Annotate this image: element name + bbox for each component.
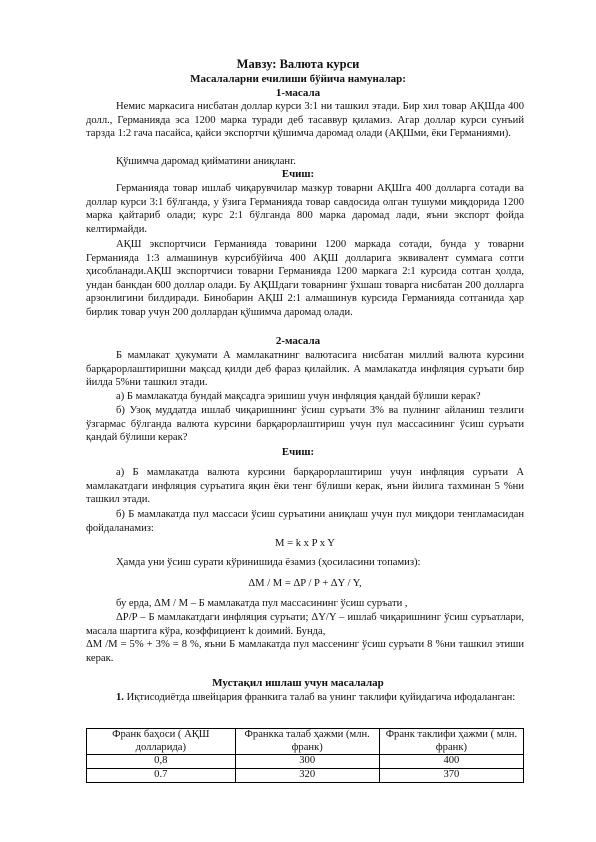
page-title: Мавзу: Валюта курси [236,57,360,71]
problem2-growth-text: Ҳамда уни ўсиш сурати кўринишида ёзамиз (ҳосиласини топамиз): [116,557,421,568]
problem2-answer-b: б) Б мамлакатда пул массаси ўсиш суръатини аниқлаш учун пул миқдори тенгламасидан фойдаланамиз: [86,509,524,534]
table-cell: 0.7 [87,769,236,783]
independent-task-1 [86,691,524,705]
formula-money-equation: M = k x P x Y [275,538,335,549]
problem2-statement: Б мамлакат ҳукумати А мамлакатнинг валютасига нисбатан миллий валюта курсини барқарорлаштиришни мақсад қилди деб фараз қилайлик. А мамлакатда инфляция суръати бир йилда 5%ни ташкил этади. [86,350,524,389]
formula-growth-rate: ΔM / M = ΔP / P + ΔY / Y, [248,578,362,589]
page-subtitle: Масалаларни ечилиши бўйича намуналар: [190,73,406,85]
problem2-question-b: б) Узоқ муддатда ишлаб чиқаришнинг ўсиш суръати 3% ва пулнинг айланиш тезлиги ўзгармас бўлганда валюта курсини барқарорлаштириш учун пул массасининг ўсиш суръати қандай бўлиши керак? [86,405,524,444]
problem2-answer-a: а) Б мамлакатда валюта курсини барқарорлаштириш учун инфляция суръати А мамлакатдаги инфляция суръатига яқин ёки тенг бўлиши керак, яъни йилига тахминан 5 %ни ташкил этади. [86,467,524,506]
header-franc-price: Франк баҳоси ( АҚШ долларида) [87,729,236,755]
table-cell: 0,8 [87,755,236,769]
table-row [87,769,524,783]
table-header-row [87,729,524,755]
problem1-question: Қўшимча даромад қийматини аниқланг. [116,156,296,167]
problem1-solution-part2: АҚШ экспортчиси Германияда товарини 1200 маркада сотади, бунда у товарни Германияда 1:3 алмашинув курсибўйича 400 АҚШ долларига эквивалент суммага сотги ҳисобланади.АҚШ экспортчиси товарни Германияда 1200 маркага 2:1 курсида сотган ҳолда, ундан банкдан 600 доллар олади. Бу АҚШдаги товарнинг ўхшаш товарга нисбатан 200 долларга арзонлигини билдиради. Бинобарин АҚШ 2:1 алмашинув курсида Германияда сотганида ҳар бирлик товар учун 200 доллардан қўшимча даромад олади. [86,239,524,318]
task-number: 1. [116,692,124,703]
table-cell: 400 [379,755,523,769]
table-cell: 370 [379,769,523,783]
problem2-explanation-3: ΔM /M = 5% + 3% = 8 %, яъни Б мамлакатда пул массенинг ўсиш суръати 8 %ни ташкил этиши керак. [86,639,524,664]
problem1-heading: 1-масала [275,87,321,99]
franc-supply-demand-table [86,728,524,783]
problem2-explanation-2: ΔP/P – Б мамлакатдаги инфляция суръати; ΔY/Y – ишлаб чиқаришнинг ўсиш суръатлари, масала шартига кўра, коэффициент k доимий. Бунда, [86,612,524,637]
problem2-explanation-1: бу ерда, ΔM / M – Б мамлакатда пул массасининг ўсиш суръати , [116,598,408,609]
header-franc-supply: Франк таклифи ҳажми ( млн. франк) [379,729,523,755]
problem1-solution-part1: Германияда товар ишлаб чиқарувчилар мазкур товарни АҚШга 400 долларга сотади ва доллар курси 3:1 бўлганда, у ўзига Германияда товар савдосида олган тушуми миқдорида 1200 марка қайтариб олади; курс 2:1 бўлганда 800 марка даромад лади, яъни экспорт фойда келтирмайди. [86,183,524,235]
table-cell: 300 [235,755,379,769]
problem1-statement: Немис маркасига нисбатан доллар курси 3:1 ни ташкил этади. Бир хил товар АҚШда 400 долл., Германияда эса 1200 марка туради деб тасаввур қиламиз. Агар доллар курси сунъий тарзда 1:2 гача пасайса, қайси экспортчи қўшимча даромад олади (АҚШми, ёки Германиями). [86,101,524,140]
problem2-heading: 2-масала [275,335,321,347]
problem2-solution-label: Ечиш: [281,446,315,458]
table-row [87,755,524,769]
header-franc-demand: Франкка талаб ҳажми (млн. франк) [235,729,379,755]
problem2-question-a: а) Б мамлакатда бундай мақсадга эришиш учун инфляция қандай бўлиши керак? [116,391,481,402]
table-cell: 320 [235,769,379,783]
problem1-solution-label: Ечиш: [281,168,315,180]
independent-heading: Мустақил ишлаш учун масалалар [212,677,384,689]
task-text: Иқтисодиётда швейцария франкига талаб ва унинг таклифи қуйидагича ифодаланган: [123,692,516,703]
